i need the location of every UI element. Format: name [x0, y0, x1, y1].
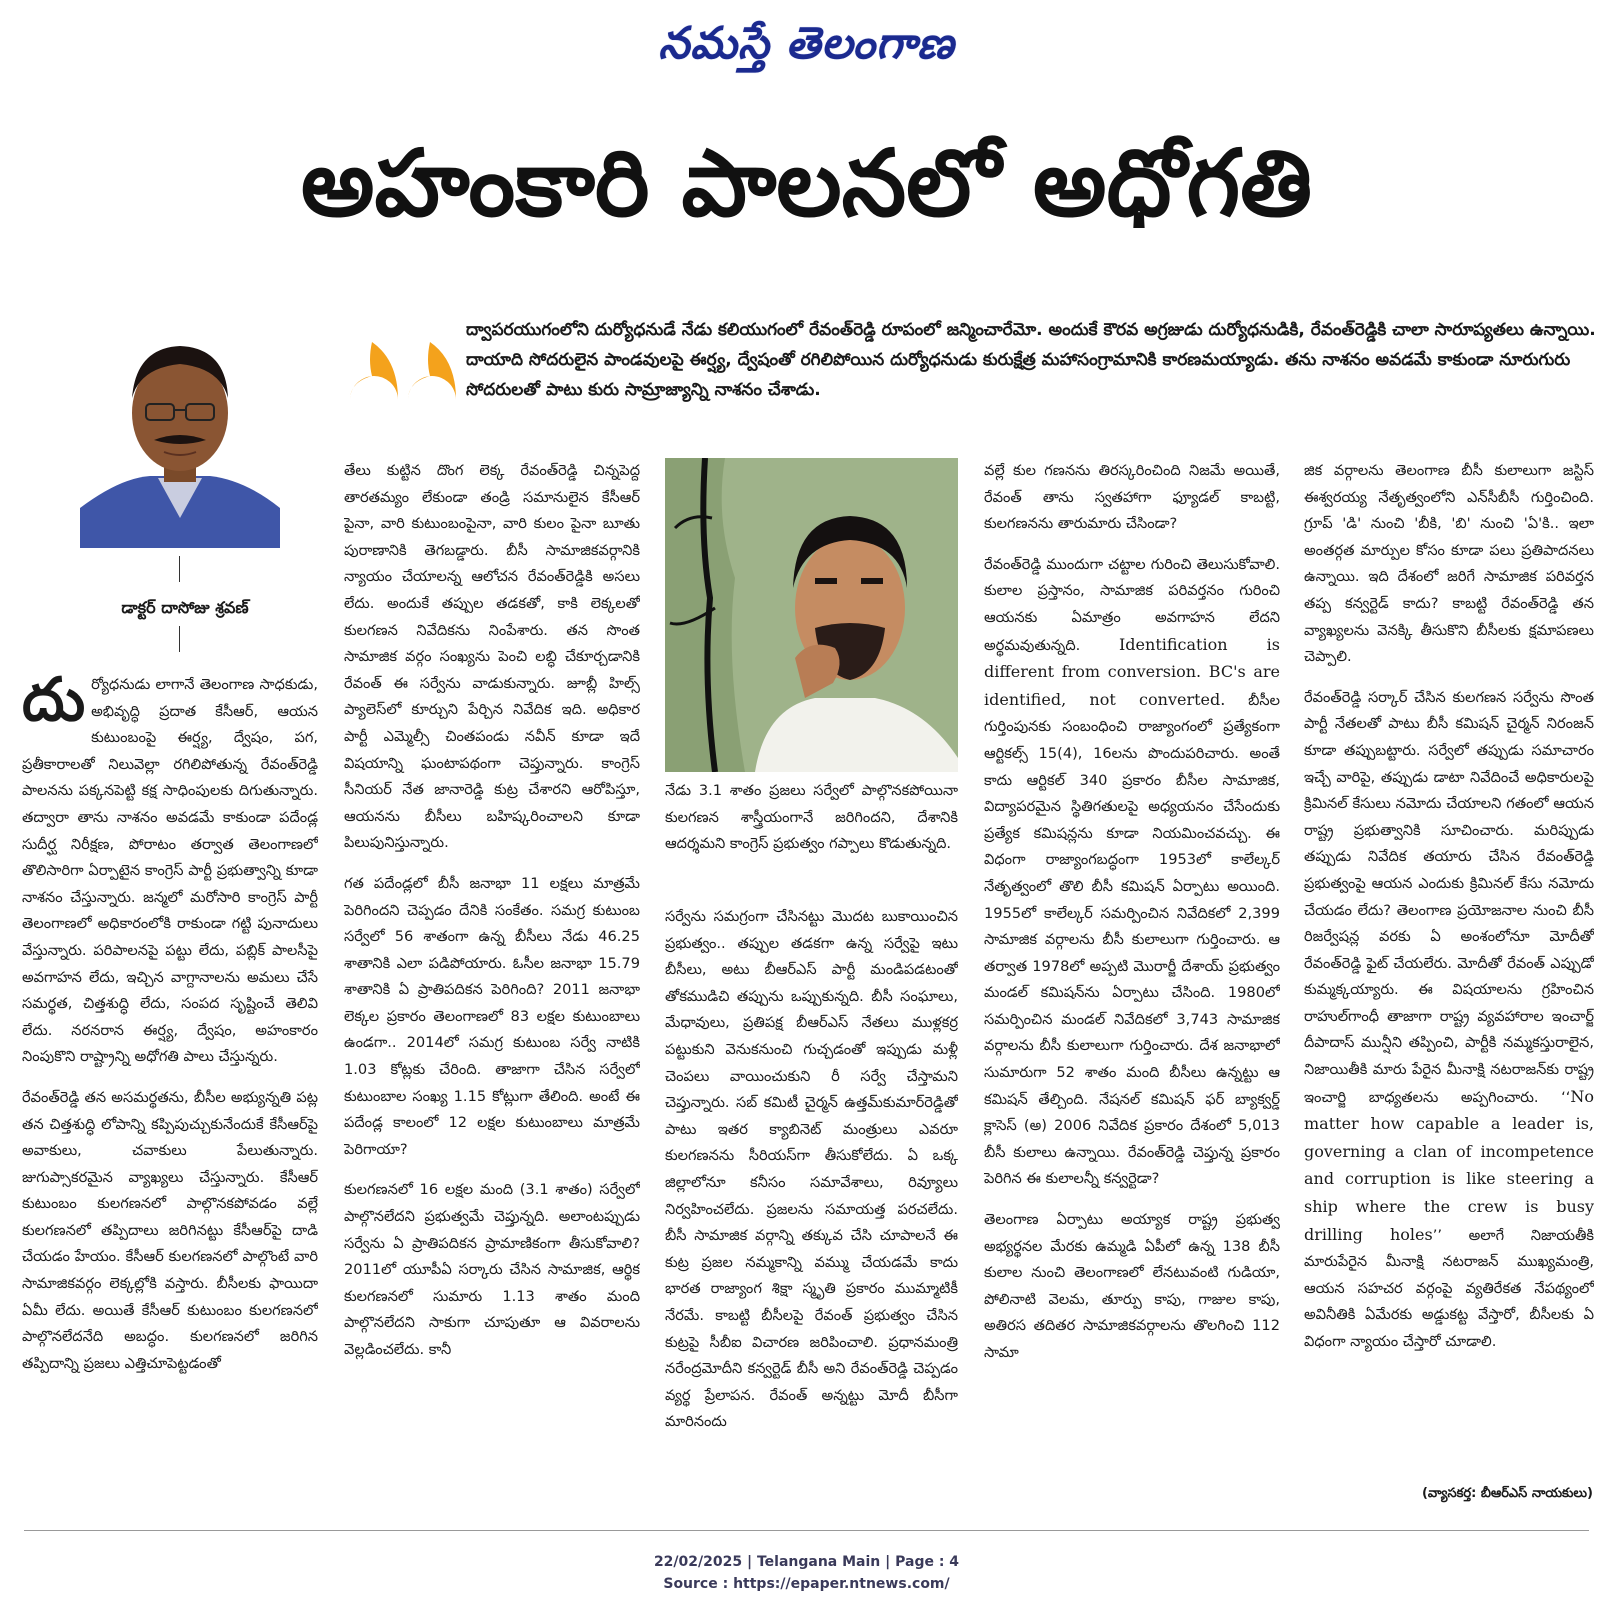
article-column-2: [344, 458, 640, 1492]
english-quote: Identification is different from conversion. BC's are identified, not converted.: [984, 634, 1280, 709]
author-connector-top: [179, 556, 180, 582]
author-name: డాక్టర్ దాసోజు శ్రవణ్: [121, 598, 249, 617]
author-connector-bottom: [179, 626, 180, 652]
footer-divider: [24, 1530, 1589, 1531]
paragraph: కులగణనలో 16 లక్షల మంది (3.1 శాతం) సర్వేలో పాల్గొనలేదని ప్రభుత్వమే చెప్తున్నది. అలాంటప్పుడు సర్వేను ఏ ప్రాతిపదికన ప్రామాణికంగా తీసుకోవాలి? 2011లో యూపీఏ సర్కారు చేసిన సామాజిక, ఆర్థిక కులగణనలో సుమారు 1.13 శాతం మంది పాల్గొనలేదని సాకుగా చూపుతూ ఆ వివరాలను వెల్లడించలేదు. కానీ: [344, 1181, 640, 1358]
english-quote: No matter how capable a leader is, governing a clan of incompetence and corruption is like steering a ship where the crew is busy drilling holes: [1304, 1086, 1594, 1244]
paragraph-text: బీసీల గుర్తింపునకు సంబంధించి రాజ్యాంగంలో ప్రత్యేకంగా ఆర్టికల్స్ 15(4), 16లను పొందుపరిచారు. అంతే కాదు ఆర్టికల్ 340 ప్రకారం బీసీల సామాజిక, విద్యాపరమైన స్థితిగతులపై అధ్యయనం చేసేందుకు ప్రత్యేక కమిషన్లను కూడా నియమించవచ్చు. ఈ విధంగా రాజ్యాంగబద్ధంగా 1953లో కాలేల్కర్ నేతృత్వంలో తొలి బీసీ కమిషన్ ఏర్పాటు అయింది. 1955లో కాలేల్కర్ సమర్పించిన నివేదికలో 2,399 సామాజిక వర్గాలను బీసీ కులాలుగా గుర్తించారు. ఆ తర్వాత 1978లో అప్పటి మొరార్జీ దేశాయ్ ప్రభుత్వం మండల్ కమిషన్‌ను ఏర్పాటు చేసింది. 1980లో సమర్పించిన మండల్ నివేదికలో 3,743 సామాజిక వర్గాలను బీసీ కులాలుగా గుర్తించారు. దేశ జనాభాలో సుమారుగా 52 శాతం మంది బీసీలు ఉన్నట్టు ఆ కమిషన్ తేల్చింది. నేషనల్ కమిషన్ ఫర్ బ్యాక్వర్డ్ క్లాసెస్ (అ) 2006 నివేదిక ప్రకారం దేశంలో 5,013 బీసీ కులాలు ఉన్నాయి. రేవంత్‌రెడ్డి చెప్తున్న ప్రకారం పెరిగిన ఈ కులాలన్నీ కన్వర్టెడా?: [984, 691, 1280, 1188]
writer-credit: (వ్యాసకర్త: బీఆర్‌ఎస్ నాయకులు): [1421, 1486, 1593, 1501]
paragraph: [984, 552, 1280, 1193]
article-column-3: [665, 904, 958, 1492]
article-column-5: [1304, 458, 1594, 1480]
drop-cap: దు: [22, 672, 86, 735]
paragraph: రేవంత్‌రెడ్డి తన అసమర్థతను, బీసీల అభ్యున్నతి పట్ల తన చిత్తశుద్ధి లోపాన్ని కప్పిపుచ్చుకునేందుకే కేసీఆర్‌పై అవాకులు, చవాకులు పేలుతున్నారు. జుగుప్సాకరమైన వ్యాఖ్యలు చేస్తున్నారు. కేసీఆర్ కుటుంబం కులగణనలో పాల్గొనకపోవడం వల్లే కులగణనలో తప్పిదాలు జరిగినట్టు కేసీఆర్‌పై దాడి చేయడం హేయం. కేసీఆర్ కులగణనలో పాల్గొంటే వారి సామాజికవర్గం లెక్కల్లోకి వస్తారు. బీసీలకు ఫాయిదా ఏమీ లేదు. అయితే కేసీఆర్ కుటుంబం కులగణనలో పాల్గొనలేదనేది అబద్ధం. కులగణనలో జరిగిన తప్పిదాన్ని ప్రజలు ఎత్తిచూపెట్టడంతో: [22, 1088, 318, 1372]
paragraph: జిక వర్గాలను తెలంగాణ బీసీ కులాలుగా జస్టిస్ ఈశ్వరయ్య నేతృత్వంలోని ఎన్‌సీబీసీ గుర్తించింది. గ్రూప్ 'డి' నుంచి 'బీకి, 'బి' నుంచి 'ఏ'కి.. ఇలా అంతర్గత మార్పుల కోసం కూడా పలు ప్రతిపాదనలు ఉన్నాయి. ఇది దేశంలో జరిగే సామాజిక పరివర్తన తప్ప కన్వర్టెడ్ కాదు? కాబట్టి రేవంత్‌రెడ్డి తన వ్యాఖ్యలను వెనక్కి తీసుకొని బీసీలకు క్షమాపణలు చెప్పాలి.: [1304, 462, 1594, 666]
paragraph: సర్వేను సమగ్రంగా చేసినట్టు మొదట బుకాయించిన ప్రభుత్వం.. తప్పుల తడకగా ఉన్న సర్వేపై ఇటు బీసీలు, అటు బీఆర్‌ఎస్ పార్టీ మండిపడటంతో తోకముడిచి తప్పును ఒప్పుకున్నది. బీసీ సంఘాలు, మేధావులు, ప్రతిపక్ష బీఆర్‌ఎస్ నేతలు ముళ్లకర్ర పట్టుకుని వెనుకనుంచి గుచ్చడంతో ఇప్పుడు మళ్లీ చెంపలు వాయించుకుని రీ సర్వే చేస్తామని చెప్తున్నారు. సబ్ కమిటీ చైర్మన్ ఉత్తమ్‌కుమార్‌రెడ్డితో పాటు ఇతర క్యాబినెట్ మంత్రులు ఎవరూ కులగణనను సీరియస్‌గా తీసుకోలేదు. ఏ ఒక్క జిల్లాలోనూ కనీసం సమావేశాలు, రివ్యూలు నిర్వహించలేదు. ప్రజలను సమాయత్త పరచలేదు. బీసీ సామాజిక వర్గాన్ని తక్కువ చేసి చూపాలనే ఈ కుట్ర ప్రజల నమ్మకాన్ని వమ్ము చేయడమే కాదు భారత రాజ్యాంగ శిక్షా స్మృతి ప్రకారం ముమ్మాటికీ నేరమే. కాబట్టి బీసీలపై రేవంత్ ప్రభుత్వం చేసిన కుట్రపై సీబీఐ విచారణ జరిపించాలి. ప్రధానమంత్రి నరేంద్రమోదీని కన్వర్టెడ్ బీసీ అని రేవంత్‌రెడ్డి చెప్పడం వ్యర్థ ప్రేలాపన. రేవంత్ అన్నట్టు మోదీ బీసీగా మారినందు: [665, 908, 958, 1431]
footer-source-link[interactable]: Source : https://epaper.ntnews.com/: [663, 1576, 950, 1592]
author-portrait: [80, 318, 280, 548]
paragraph-text: ’’ అలాగే నిజాయతీకి మారుపేరైన మీనాక్షి నటరాజన్ ముఖ్యమంత్రి, ఆయన సహచర వర్గంపై వ్యతిరేకత నేపథ్యంలో అవినీతికి ఏమేరకు అడ్డుకట్ట వేస్తారో, బీసీలకు ఏ విధంగా న్యాయం చేస్తారో చూడాలి.: [1304, 1226, 1594, 1350]
paragraph-text: రేవంత్‌రెడ్డి సర్కార్ చేసిన కులగణన సర్వేను సొంత పార్టీ నేతలతో పాటు బీసీ కమిషన్ చైర్మన్ నిరంజన్ కూడా తప్పుబట్టారు. సర్వేలో తప్పుడు సమాచారం ఇచ్చే వారిపై, తప్పుడు డాటా నివేదించే అధికారులపై క్రిమినల్ కేసులు నమోదు చేయాలని గతంలో ఆయన రాష్ట్ర ప్రభుత్వానికి సూచించారు. మరిప్పుడు తప్పుడు నివేదిక తయారు చేసిన రేవంత్‌రెడ్డి ప్రభుత్వంపై ఆయన ఎందుకు క్రిమినల్ కేసు నమోదు చేయడం లేదు? తెలంగాణ ప్రయోజనాల నుంచి బీసీ రిజర్వేషన్ల వరకు ఏ అంశంలోనూ మోదీతో రేవంత్‌రెడ్డి ఫైట్ చేయలేరు. మోదీతో రేవంత్ ఎప్పుడో కుమ్మక్కయ్యారు. ఈ విషయాలను గ్రహించిన రాహుల్‌గాంధీ తాజాగా రాష్ట్ర వ్యవహారాల ఇంచార్జ్ దీపాదాస్ మున్షీని తప్పించి, పార్టీకి నమ్మకస్తురాలైన, నిజాయితీకి మారు పేరైన మీనాక్షి నటరాజన్‌కు రాష్ట్ర ఇంచార్జి బాధ్యతలను అప్పగించారు. ‘‘: [1304, 688, 1594, 1106]
footer-date-page: 22/02/2025 | Telangana Main | Page : 4: [653, 1554, 960, 1570]
paragraph: తేలు కుట్టిన దొంగ లెక్క రేవంత్‌రెడ్డి చిన్నపెద్ద తారతమ్యం లేకుండా తండ్రి సమానులైన కేసీఆర్ పైనా, వారి కుటుంబంపైనా, వారి కులం పైనా బూతు పురాణానికి తెగబడ్డారు. బీసీ సామాజికవర్గానికి న్యాయం చేయాలన్న ఆలోచన రేవంత్‌రెడ్డికి అసలు లేదు. అందుకే తప్పుల తడకతో, కాకి లెక్కలతో కులగణన నివేదికను నింపేశారు. తన సొంత సామాజిక వర్గం సంఖ్యను పెంచి లబ్ధి చేకూర్చడానికి రేవంత్ ఈ సర్వేను వాడుకున్నారు. జూబ్లీ హిల్స్ ప్యాలెస్‌లో కూర్చుని పేర్చిన నివేదిక ఇది. అధికార పార్టీ ఎమ్మెల్సీ చింతపండు నవీన్ కూడా ఇదే విషయాన్ని ఘంటాపథంగా చెప్తున్నారు. కాంగ్రెస్ సీనియర్ నేత జానారెడ్డి కుట్ర చేశారని ఆరోపిస్తూ, ఆయనను బీసీలు బహిష్కరించాలని కూడా పిలుపునిస్తున్నారు.: [344, 462, 640, 852]
headline: అహంకారి పాలనలో అధోగతి: [300, 130, 1313, 237]
paragraph: [1304, 685, 1594, 1356]
revanth-reddy-photo: [665, 458, 958, 772]
paragraph: తెలంగాణ ఏర్పాటు అయ్యాక రాష్ట్ర ప్రభుత్వ అభ్యర్థనల మేరకు ఉమ్మడి ఏపీలో ఉన్న 138 బీసీ కులాల నుంచి తెలంగాణలో లేనటువంటి గుడియా, పోలినాటి వెలమ, తూర్పు కాపు, గాజుల కాపు, అతిరస తదితర సామాజికవర్గాలను తొలగించి 112 సామా: [984, 1211, 1280, 1361]
masthead-logo: నమస్తే తెలంగాణ: [658, 18, 955, 69]
pull-quote: ద్వాపరయుగంలోని దుర్యోధనుడే నేడు కలియుగంలో రేవంత్‌రెడ్డి రూపంలో జన్మించారేమో. అందుకే కౌరవ అగ్రజుడు దుర్యోధనుడికి, రేవంత్‌రెడ్డికి చాలా సారూప్యతలు ఉన్నాయి. దాయాది సోదరులైన పాండవులపై ఈర్ష్య, ద్వేషంతో రగిలిపోయిన దుర్యోధనుడు కురుక్షేత్ర మహాసంగ్రామానికి కారణమయ్యాడు. తను నాశనం అవడమే కాకుండా నూరుగురు సోదరులతో పాటు కురు సామ్రాజ్యాన్ని నాశనం చేశాడు.: [466, 320, 1596, 400]
paragraph: గత పదేండ్లలో బీసీ జనాభా 11 లక్షలు మాత్రమే పెరిగిందని చెప్పడం దేనికి సంకేతం. సమగ్ర కుటుంబ సర్వేలో 56 శాతంగా ఉన్న బీసీలు నేడు 46.25 శాతానికి ఎలా పడిపోయారు. ఓసీల జనాభా 15.79 శాతానికి ఏ ప్రాతిపదికన పెరిగింది? 2011 జనాభా లెక్కల ప్రకారం తెలంగాణలో 83 లక్షల కుటుంబాలు ఉండగా.. 2014లో సమగ్ర కుటుంబ సర్వే నాటికి 1.03 కోట్లకు చేరింది. తాజాగా చేసిన సర్వేలో కుటుంబాల సంఖ్య 1.15 కోట్లుగా తేలింది. అంటే ఈ పదేండ్ల కాలంలో 12 లక్షల కుటుంబాలు మాత్రమే పెరిగాయా?: [344, 874, 640, 1158]
paragraph: ర్యోధనుడు లాగానే తెలంగాణ సాధకుడు, అభివృద్ధి ప్రదాత కేసీఆర్, ఆయన కుటుంబంపై ఈర్ష్య, ద్వేషం, పగ, ప్రతీకారాలతో నిలువెల్లా రగిలిపోతున్న రేవంత్‌రెడ్డి పాలనను పక్కనపెట్టి కక్ష సాధింపులకు దిగుతున్నారు. తద్వారా తాను నాశనం అవడమే కాకుండా పదేండ్ల సుదీర్ఘ నిరీక్షణ, పోరాటం తర్వాత తెలంగాణలో తొలిసారిగా ఏర్పాటైన కాంగ్రెస్ పార్టీ ప్రభుత్వాన్ని కూడా నాశనం చేస్తున్నారు. జన్మలో మరోసారి కాంగ్రెస్ పార్టీ తెలంగాణలో అధికారంలోకి రాకుండా గట్టి పునాదులు వేస్తున్నారు. పరిపాలనపై పట్టు లేదు, పబ్లిక్ పాలసీపై అవగాహన లేదు, ఇచ్చిన వాగ్దానాలను అమలు చేసే సమర్థత, చిత్తశుద్ధి లేదు, సంపద సృష్టించే తెలివి లేదు. నరనరాన ఈర్ష్య, ద్వేషం, అహంకారం నింపుకొని రాష్ట్రాన్ని అధోగతి పాలు చేస్తున్నరు.: [22, 676, 318, 1066]
quote-icon: [348, 330, 458, 430]
article-column-1: [22, 672, 318, 1492]
paragraph-text: రేవంత్‌రెడ్డి ముందుగా చట్టాల గురించి తెలుసుకోవాలి. కులాల ప్రస్తానం, సామాజిక పరివర్తనం గురించి ఆయనకు ఏమాత్రం అవగాహన లేదని అర్థమవుతున్నది.: [984, 555, 1280, 654]
paragraph: వల్లే కుల గణనను తిరస్కరించింది నిజమే అయితే, రేవంత్ తాను స్వతహాగా ఫ్యూడల్ కాబట్టి, కులగణనను తారుమారు చేసిండా?: [984, 462, 1280, 533]
photo-caption: నేడు 3.1 శాతం ప్రజలు సర్వేలో పాల్గొనకపోయినా కులగణన శాస్త్రీయంగానే జరిగిందని, దేశానికి ఆదర్శమని కాంగ్రెస్ ప్రభుత్వం గప్పాలు కొడుతున్నది.: [665, 782, 958, 853]
article-column-4: [984, 458, 1280, 1492]
footer: [0, 1551, 1613, 1595]
